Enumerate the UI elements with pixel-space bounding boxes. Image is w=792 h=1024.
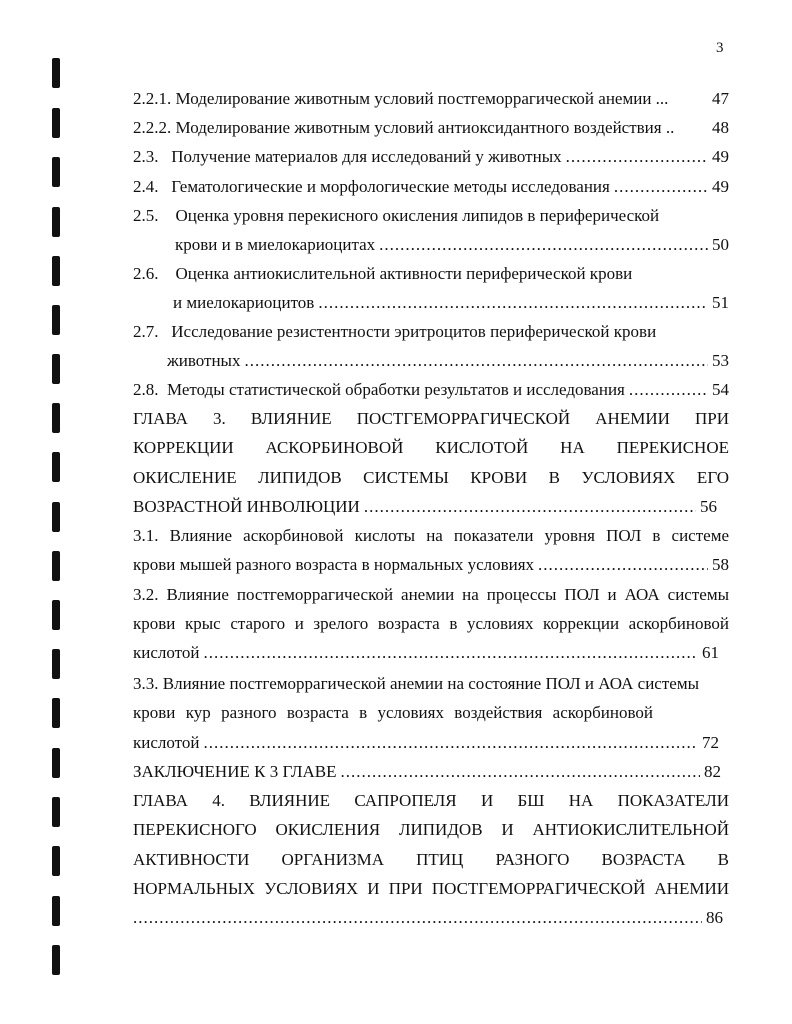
toc-leader (341, 762, 700, 782)
toc-entry-2-5 (175, 235, 729, 255)
binding-hole (52, 256, 60, 286)
binding-hole (52, 846, 60, 876)
toc-leader (133, 908, 702, 928)
toc-entry-conclusion-3 (133, 762, 721, 782)
toc-entry-title: 2.2.1. Моделирование животным условий постгеморрагической анемии ... (133, 89, 669, 108)
toc-entry-page: 58 (712, 555, 729, 574)
binding-hole (52, 748, 60, 778)
chapter-4-heading-line: ПЕРЕКИСНОГО ОКИСЛЕНИЯ ЛИПИДОВ И АНТИОКИСЛИТЕЛЬНОЙ (133, 820, 729, 839)
binding-hole (52, 452, 60, 482)
toc-entry-title: ЗАКЛЮЧЕНИЕ К 3 ГЛАВЕ (133, 762, 337, 781)
toc-entry-page: 61 (702, 643, 719, 662)
binding-hole (52, 157, 60, 187)
chapter-3-heading-line: ОКИСЛЕНИЕ ЛИПИДОВ СИСТЕМЫ КРОВИ В УСЛОВИЯХ ЕГО (133, 468, 729, 487)
toc-entry-page: 86 (706, 908, 723, 927)
toc-entry-title: ВОЗРАСТНОЙ ИНВОЛЮЦИИ (133, 497, 360, 516)
toc-entry-page: 49 (712, 177, 729, 196)
binding-hole (52, 649, 60, 679)
toc-entry-page: 53 (712, 351, 729, 370)
toc-entry-3-1 (133, 555, 729, 575)
toc-entry-page: 49 (712, 147, 729, 166)
toc-entry-title: 2.3. Получение материалов для исследований у животных (133, 147, 562, 166)
binding-hole (52, 896, 60, 926)
toc-entry-3-2-title: 3.2. Влияние постгеморрагической анемии на процессы ПОЛ и АОА системы (133, 585, 729, 604)
toc-entry-title: 2.2.2. Моделирование животным условий антиоксидантного воздействия .. (133, 118, 675, 137)
toc-leader (629, 380, 708, 400)
toc-entry-page: 48 (712, 118, 729, 137)
binding-holes (52, 0, 64, 1024)
toc-entry-title: кислотой (133, 733, 200, 752)
chapter-4-heading-line: НОРМАЛЬНЫХ УСЛОВИЯХ И ПРИ ПОСТГЕМОРРАГИЧЕСКОЙ АНЕМИИ (133, 879, 729, 898)
toc-entry-2-8 (133, 380, 729, 400)
toc-entry-3-2-title: крови крыс старого и зрелого возраста в условиях коррекции аскорбиновой (133, 614, 729, 633)
binding-hole (52, 207, 60, 237)
toc-entry-page: 72 (702, 733, 719, 752)
toc-entry-page: 51 (712, 293, 729, 312)
toc-entry-title: 2.4. Гематологические и морфологические методы исследования (133, 177, 610, 196)
toc-entry-3-3 (133, 733, 719, 753)
toc-entry-3-3-title: 3.3. Влияние постгеморрагической анемии на состояние ПОЛ и АОА системы (133, 674, 700, 693)
toc-entry-2-6-title: 2.6. Оценка антиокислительной активности периферической крови (133, 264, 633, 283)
toc-entry-title: животных (167, 351, 241, 370)
toc-entry-2-2-1 (133, 89, 729, 109)
toc-leader (566, 147, 708, 167)
toc-entry-page: 54 (712, 380, 729, 399)
toc-entry-page: 82 (704, 762, 721, 781)
toc-entry-page: 56 (700, 497, 717, 516)
toc-entry-2-7-title: 2.7. Исследование резистентности эритроцитов периферической крови (133, 322, 657, 341)
toc-entry-title: крови мышей разного возраста в нормальных условиях (133, 555, 535, 574)
binding-hole (52, 58, 60, 88)
chapter-4-heading-line: АКТИВНОСТИ ОРГАНИЗМА ПТИЦ РАЗНОГО ВОЗРАСТА В (133, 850, 729, 869)
toc-leader (203, 643, 698, 663)
chapter-4-heading-line: ГЛАВА 4. ВЛИЯНИЕ САПРОПЕЛЯ И БШ НА ПОКАЗАТЕЛИ (133, 791, 729, 810)
binding-hole (52, 600, 60, 630)
binding-hole (52, 403, 60, 433)
toc-entry-2-3 (133, 147, 729, 167)
toc-leader (244, 351, 708, 371)
toc-entry-2-7 (167, 351, 729, 371)
chapter-3-heading-line: КОРРЕКЦИИ АСКОРБИНОВОЙ КИСЛОТОЙ НА ПЕРЕКИСНОЕ (133, 438, 729, 457)
page-number: 3 (716, 40, 724, 56)
binding-hole (52, 551, 60, 581)
toc-entry-chapter-4 (133, 908, 723, 928)
toc-entry-2-4 (133, 177, 729, 197)
binding-hole (52, 945, 60, 975)
toc-leader (614, 177, 708, 197)
toc-entry-page: 47 (712, 89, 729, 108)
toc-leader (318, 293, 708, 313)
toc-entry-3-1-title: 3.1. Влияние аскорбиновой кислоты на показатели уровня ПОЛ в системе (133, 526, 729, 545)
binding-hole (52, 698, 60, 728)
toc-entry-2-2-2 (133, 118, 729, 138)
toc-leader (203, 733, 698, 753)
toc-entry-title: крови и в миелокариоцитах (175, 235, 376, 254)
toc-entry-3-3-title: крови кур разного возраста в условиях воздействия аскорбиновой (133, 703, 653, 722)
toc-entry-page: 50 (712, 235, 729, 254)
toc-entry-3-2 (133, 643, 719, 663)
binding-hole (52, 108, 60, 138)
toc-entry-title: 2.8. Методы статистической обработки результатов и исследования (133, 380, 625, 399)
toc-entry-chapter-3 (133, 497, 717, 517)
toc-entry-2-5-title: 2.5. Оценка уровня перекисного окисления липидов в периферической (133, 206, 660, 225)
toc-leader (364, 497, 696, 517)
binding-hole (52, 502, 60, 532)
binding-hole (52, 797, 60, 827)
chapter-3-heading-line: ГЛАВА 3. ВЛИЯНИЕ ПОСТГЕМОРРАГИЧЕСКОЙ АНЕМИИ ПРИ (133, 409, 729, 428)
toc-leader (538, 555, 708, 575)
binding-hole (52, 305, 60, 335)
toc-entry-title: и миелокариоцитов (173, 293, 315, 312)
toc-entry-2-6 (173, 293, 729, 313)
binding-hole (52, 354, 60, 384)
toc-leader (379, 235, 708, 255)
toc-entry-title: кислотой (133, 643, 200, 662)
